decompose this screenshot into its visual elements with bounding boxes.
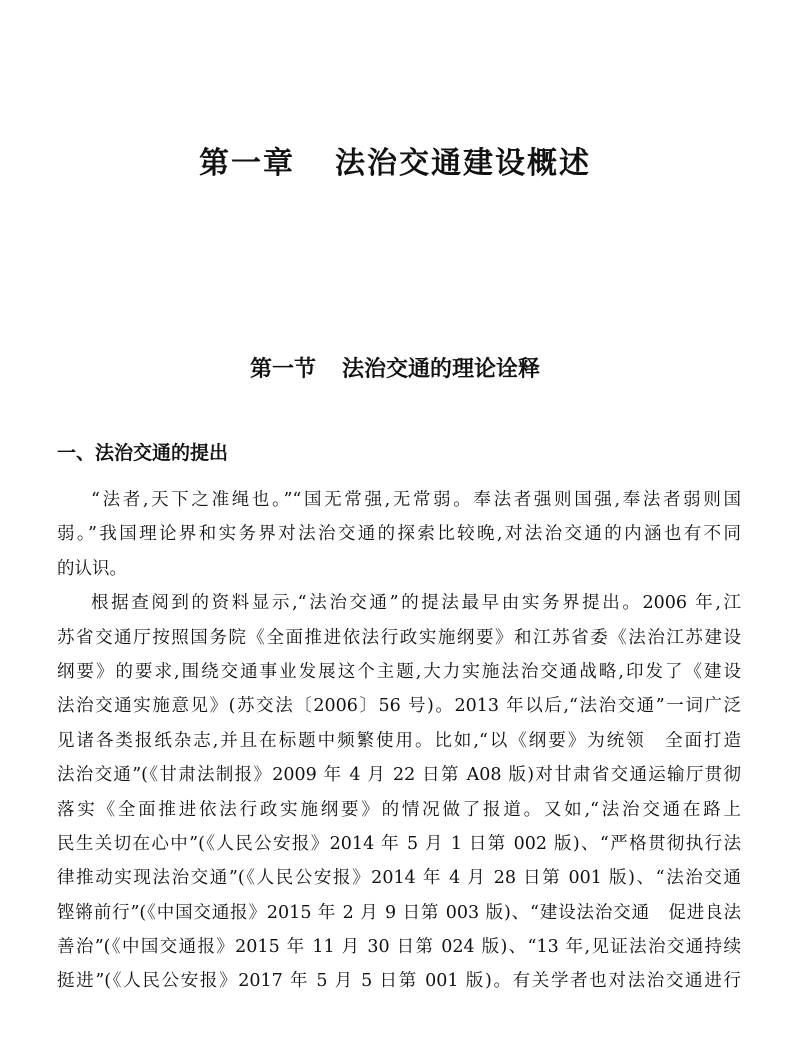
chapter-number: 第一章 <box>199 146 295 181</box>
paragraph-2-line-5: 见诸各类报纸杂志,并且在标题中频繁使用。比如,“以《纲要》为统领 全面打造 <box>57 730 741 751</box>
body-text <box>57 483 741 999</box>
subsection-heading: 一、法治交通的提出 <box>57 442 229 464</box>
paragraph-2-line-9: 律推动实现法治交通”(《人民公安报》2014 年 4 月 28 日第 001 版)、“法治交通 <box>57 868 741 889</box>
chapter-title <box>0 138 790 182</box>
section-title <box>0 352 790 383</box>
paragraph-2-line-2: 苏省交通厅按照国务院《全面推进依法行政实施纲要》和江苏省委《法治江苏建设 <box>57 627 741 648</box>
paragraph-2-line-3: 纲要》的要求,围绕交通事业发展这个主题,大力实施法治交通战略,印发了《建设 <box>57 661 741 682</box>
paragraph-2-line-12: 挺进”(《人民公安报》2017 年 5 月 5 日第 001 版)。有关学者也对法治交通进行 <box>57 971 741 992</box>
paragraph-2-line-6: 法治交通”(《甘肃法制报》2009 年 4 月 22 日第 A08 版)对甘肃省交通运输厅贯彻 <box>57 765 741 786</box>
paragraph-2-line-8: 民生关切在心中”(《人民公安报》2014 年 5 月 1 日第 002 版)、“严格贯彻执行法 <box>57 833 741 854</box>
paragraph-2-line-7: 落实《全面推进依法行政实施纲要》的情况做了报道。又如,“法治交通在路上 <box>57 799 741 820</box>
section-number: 第一节 <box>249 357 316 382</box>
paragraph-2-line-1: 根据查阅到的资料显示,“法治交通”的提法最早由实务界提出。2006 年,江 <box>91 593 741 614</box>
paragraph-2-line-4: 法治交通实施意见》(苏交法〔2006〕56 号)。2013 年以后,“法治交通”一词广泛 <box>57 696 741 717</box>
paragraph-1-line-2: 弱。”我国理论界和实务界对法治交通的探索比较晚,对法治交通的内涵也有不同 <box>57 524 741 545</box>
paragraph-1-line-1: “法者,天下之准绳也。”“国无常强,无常弱。奉法者强则国强,奉法者弱则国 <box>91 490 741 510</box>
section-name: 法治交通的理论诠释 <box>342 357 541 382</box>
paragraph-2-line-11: 善治”(《中国交通报》2015 年 11 月 30 日第 024 版)、“13 年,见证法治交通持续 <box>57 937 741 958</box>
paragraph-1-line-3: 的认识。 <box>57 558 127 579</box>
paragraph-2-line-10: 铿锵前行”(《中国交通报》2015 年 2 月 9 日第 003 版)、“建设法治交通 促进良法 <box>57 902 741 923</box>
chapter-name: 法治交通建设概述 <box>335 146 591 181</box>
